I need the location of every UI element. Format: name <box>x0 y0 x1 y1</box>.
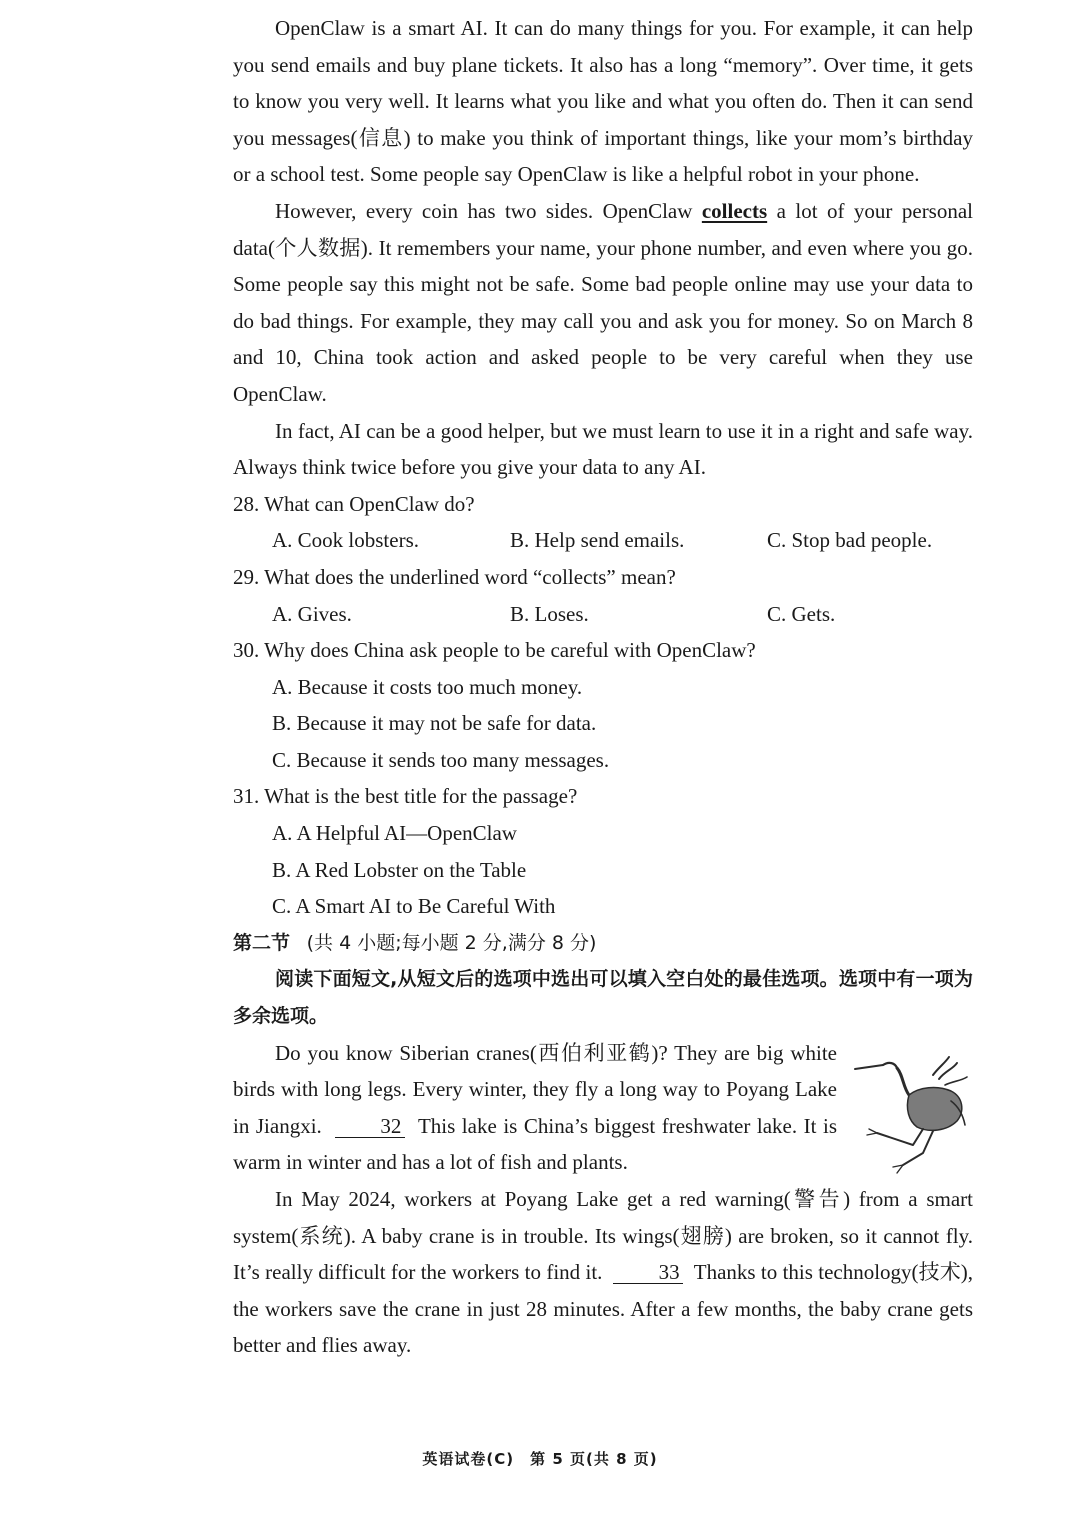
question-31-option-a: A. A Helpful AI—OpenClaw <box>272 821 517 846</box>
question-28-option-b: B. Help send emails. <box>510 528 685 553</box>
question-30-option-a: A. Because it costs too much money. <box>272 674 583 699</box>
question-29-option-a: A. Gives. <box>272 601 352 626</box>
paragraph-2-part-a: However, every coin has two sides. OpenClaw <box>275 198 693 223</box>
crane-paragraph-1 <box>233 1035 837 1181</box>
underlined-word-collects: collects <box>701 198 768 223</box>
question-28-option-c: C. Stop bad people. <box>767 528 933 553</box>
passage-paragraph-2 <box>233 193 973 413</box>
crane-paragraph-1-part-b: This lake is China’s biggest freshwater lake. It is warm in winter and has a lot of fish and plants. <box>233 1113 838 1175</box>
blank-33: 33 <box>613 1261 683 1284</box>
paragraph-2-part-b: a lot of your personal data(个人数据). It remembers your name, your phone number, and even where you go. Some people say this might not be safe. Some bad people online may use your data to do bad things. For example, they may call you and ask you for money. So on March 8 and 10, China took action and asked people to be very careful when they use OpenClaw. <box>233 198 974 406</box>
blank-32: 32 <box>335 1115 405 1138</box>
question-30-stem: 30. Why does China ask people to be careful with OpenClaw? <box>233 638 756 663</box>
question-28-option-a: A. Cook lobsters. <box>272 528 419 553</box>
crane-paragraph-2 <box>233 1181 973 1364</box>
question-31-stem: 31. What is the best title for the passage? <box>233 784 578 809</box>
section-2-scoring: (共 4 小题;每小题 2 分,满分 8 分) <box>306 931 597 954</box>
question-31-option-b: B. A Red Lobster on the Table <box>272 857 527 882</box>
crane-illustration <box>853 1041 971 1181</box>
exam-page <box>233 10 973 1364</box>
passage-paragraph-1: OpenClaw is a smart AI. It can do many things for you. For example, it can help you send emails and buy plane tickets. It also has a long “memory”. Over time, it gets to know you very well. It learns what you like and what you often do. Then it can send you messages(信息) to make you think of important things, like your mom’s birthday or a school test. Some people say OpenClaw is like a helpful robot in your phone. <box>233 16 973 187</box>
question-31-option-c: C. A Smart AI to Be Careful With <box>272 894 556 919</box>
crane-passage-block <box>233 1035 973 1181</box>
page-footer: 英语试卷(C) 第 5 页(共 8 页) <box>422 1450 658 1468</box>
question-28-options <box>233 522 973 559</box>
question-29-stem: 29. What does the underlined word “collects” mean? <box>233 564 676 589</box>
question-29-options <box>233 596 973 633</box>
section-2-title: 第二节 <box>233 931 291 954</box>
passage-paragraph-3: In fact, AI can be a good helper, but we must learn to use it in a right and safe way. Always think twice before you give your data to any AI. <box>233 418 973 480</box>
section-2-heading <box>233 925 973 962</box>
question-29-option-b: B. Loses. <box>510 601 589 626</box>
question-29-option-c: C. Gets. <box>767 601 836 626</box>
question-28-stem: 28. What can OpenClaw do? <box>233 491 475 516</box>
section-2-instructions: 阅读下面短文,从短文后的选项中选出可以填入空白处的最佳选项。选项中有一项为多余选项。 <box>233 968 973 1028</box>
crane-paragraph-1-part-a: Do you know Siberian cranes(西伯利亚鹤)? They are big white birds with long legs. Every winter, they fly a long way to Poyang Lake in Jiangxi. <box>233 1040 837 1138</box>
question-30-option-c: C. Because it sends too many messages. <box>272 747 610 772</box>
crane-paragraph-2-part-a: In May 2024, workers at Poyang Lake get a red warning(警告) from a smart system(系统). A baby crane is in trouble. Its wings(翅膀) are broken, so it cannot fly. It’s really difficult for the workers to find it. <box>233 1187 973 1285</box>
crane-paragraph-2-part-b: Thanks to this technology(技术), the workers save the crane in just 28 minutes. After a few months, the baby crane gets better and flies away. <box>233 1260 974 1358</box>
question-30-option-b: B. Because it may not be safe for data. <box>272 711 597 736</box>
